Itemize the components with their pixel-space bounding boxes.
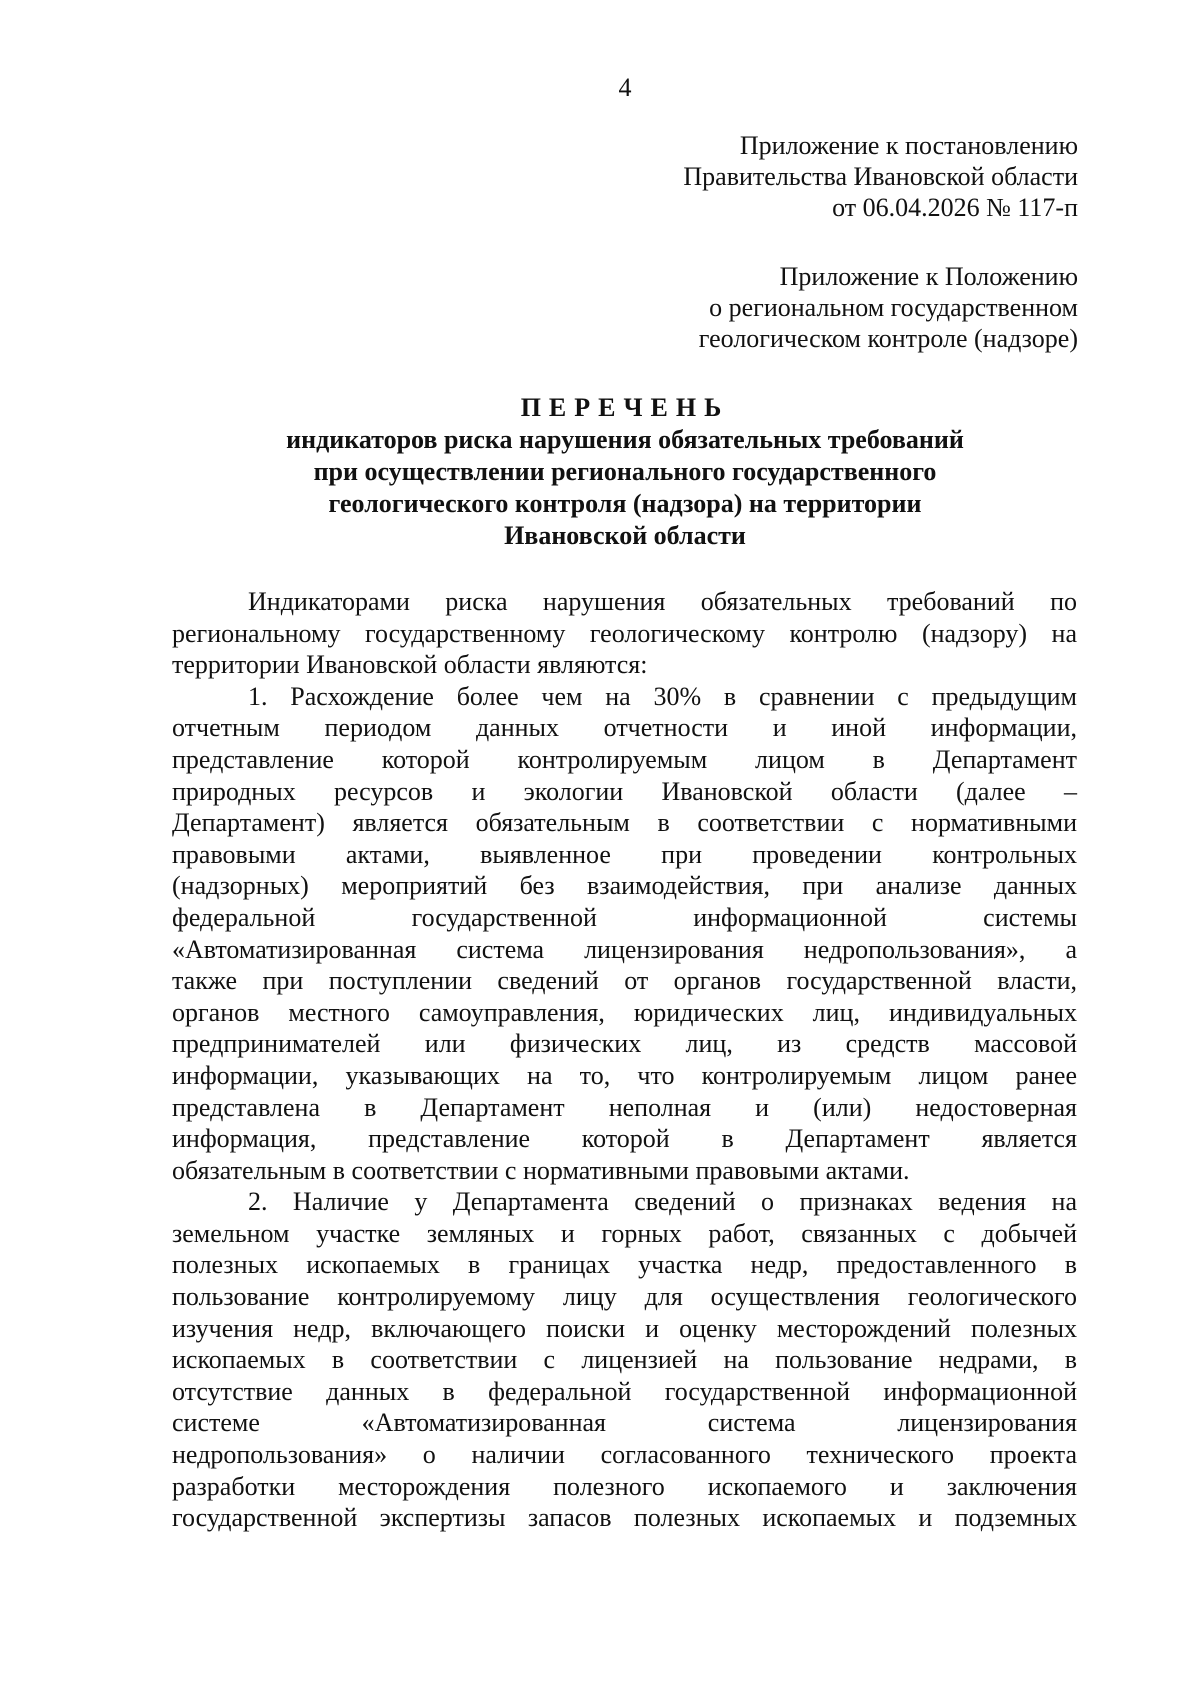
paragraph-line: системе «Автоматизированная система лицензирования <box>172 1408 1077 1438</box>
intro-paragraph <box>172 586 1077 681</box>
paragraph-line: Индикаторами риска нарушения обязательных требований по <box>248 587 1077 616</box>
title-main: ПЕРЕЧЕНЬ <box>520 393 730 422</box>
paragraph-line: 2. Наличие у Департамента сведений о признаках ведения на <box>248 1187 1077 1217</box>
paragraph-line: правовыми актами, выявленное при проведении контрольных <box>172 839 1077 869</box>
paragraph-line: разработки месторождения полезного ископаемого и заключения <box>172 1471 1077 1501</box>
paragraph-line: региональному государственному геологическому контролю (надзору) на <box>172 618 1077 648</box>
title-subtitle-line: геологического контроля (надзора) на территории <box>328 489 922 518</box>
paragraph-line: «Автоматизированная система лицензирования недропользования», а <box>172 934 1077 964</box>
regulation-header-line: о региональном государственном <box>709 293 1078 322</box>
paragraph-line: отсутствие данных в федеральной государственной информационной <box>172 1376 1077 1406</box>
paragraph-line: полезных ископаемых в границах участка недр, предоставленного в <box>172 1250 1077 1280</box>
paragraph-line: территории Ивановской области являются: <box>172 650 648 680</box>
paragraph-line: представлена в Департамент неполная и (или) недостоверная <box>172 1092 1077 1122</box>
title-subtitle-line: при осуществлении регионального государственного <box>313 457 937 486</box>
regulation-header-line: Приложение к Положению <box>779 262 1078 291</box>
paragraph-line: пользование контролируемому лицу для осуществления геологического <box>172 1282 1077 1312</box>
paragraph-line: (надзорных) мероприятий без взаимодействия, при анализе данных <box>172 871 1077 901</box>
paragraph-line: органов местного самоуправления, юридических лиц, индивидуальных <box>172 997 1077 1027</box>
document-title <box>170 392 1080 552</box>
paragraph-line: федеральной государственной информационной системы <box>172 902 1077 932</box>
approval-header-line: от 06.04.2026 № 117-п <box>832 193 1078 222</box>
approval-header-line: Приложение к постановлению <box>739 131 1078 160</box>
paragraph-line: отчетным периодом данных отчетности и иной информации, <box>172 713 1077 743</box>
approval-header-line: Правительства Ивановской области <box>683 162 1078 191</box>
paragraph-line: представление которой контролируемым лицом в Департамент <box>172 744 1077 774</box>
page-number: 4 <box>618 73 632 102</box>
document-body <box>172 586 1077 1534</box>
title-subtitle-line: Ивановской области <box>504 521 746 550</box>
paragraph-line: изучения недр, включающего поиски и оценку месторождений полезных <box>172 1313 1077 1343</box>
paragraph-line: ископаемых в соответствии с лицензией на пользование недрами, в <box>172 1345 1077 1375</box>
paragraph-line: земельном участке земляных и горных работ, связанных с добычей <box>172 1218 1077 1248</box>
paragraph-line: государственной экспертизы запасов полезных ископаемых и подземных <box>172 1503 1077 1533</box>
paragraph-line: Департамент) является обязательным в соответствии с нормативными <box>172 808 1077 838</box>
paragraph-line: информации, указывающих на то, что контролируемым лицом ранее <box>172 1060 1077 1090</box>
paragraph-line: недропользования» о наличии согласованного технического проекта <box>172 1440 1077 1470</box>
regulation-header <box>699 261 1078 354</box>
paragraph-line: 1. Расхождение более чем на 30% в сравнении с предыдущим <box>248 681 1077 711</box>
item-2-paragraph <box>172 1186 1077 1534</box>
regulation-header-line: геологическом контроле (надзоре) <box>698 324 1078 353</box>
paragraph-line: также при поступлении сведений от органов государственной власти, <box>172 966 1077 996</box>
approval-header <box>683 130 1078 223</box>
paragraph-line: природных ресурсов и экологии Ивановской области (далее – <box>172 776 1077 806</box>
item-1-paragraph <box>172 681 1077 1187</box>
paragraph-line: информация, представление которой в Департамент является <box>172 1124 1077 1154</box>
paragraph-line: обязательным в соответствии с нормативными правовыми актами. <box>172 1155 910 1185</box>
title-subtitle-line: индикаторов риска нарушения обязательных требований <box>286 425 964 454</box>
paragraph-line: предпринимателей или физических лиц, из средств массовой <box>172 1029 1077 1059</box>
